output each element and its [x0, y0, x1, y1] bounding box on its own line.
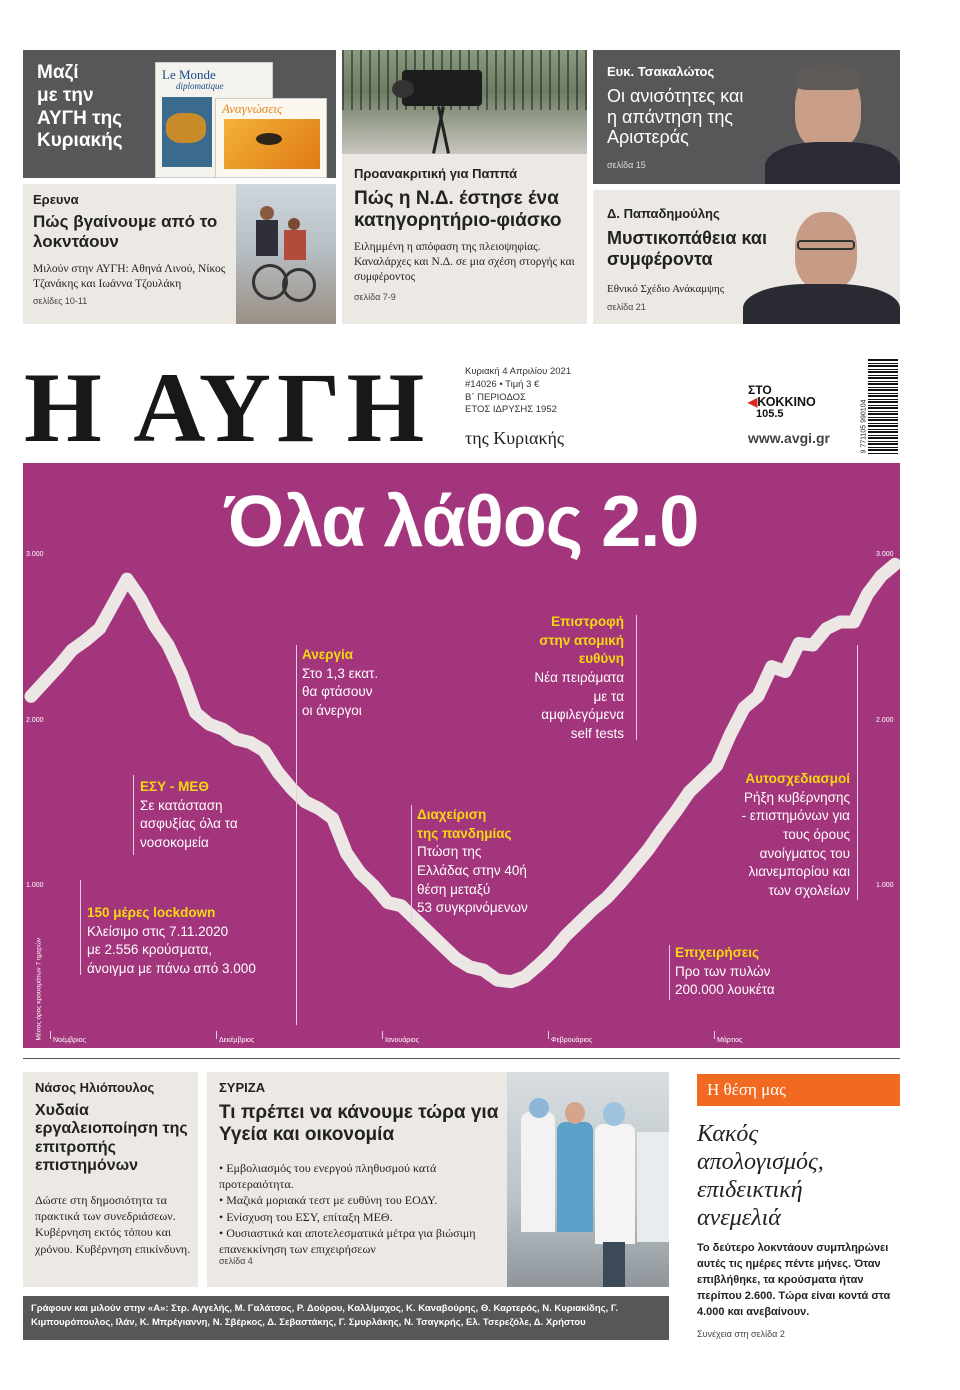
- annotation-body: θέση μεταξύ: [417, 881, 491, 897]
- y-tick-left-3000: 3.000: [26, 551, 44, 558]
- annotation-management: [417, 806, 528, 918]
- annotation-body: νοσοκομεία: [140, 834, 209, 850]
- y-tick-right-2000: 2.000: [876, 717, 894, 724]
- promo-box[interactable]: [23, 50, 336, 178]
- page-ref: σελίδες 10-11: [33, 296, 88, 306]
- annotation-body: ασφυξίας όλα τα: [140, 816, 238, 832]
- bullet-item: • Ενίσχυση του ΕΣΥ, επίταξη ΜΕΘ.: [219, 1209, 393, 1224]
- annotation-title: Διαχείριση: [417, 807, 487, 822]
- y-tick-left-2000: 2.000: [26, 717, 44, 724]
- annotation-leader-line: [80, 880, 81, 975]
- annotation-body: - επιστημόνων για: [741, 808, 850, 824]
- y-tick-right-1000: 1.000: [876, 882, 894, 889]
- issue-number: #14026 • Τιμή 3 €: [465, 378, 540, 390]
- x-tick-mark: [50, 1031, 51, 1039]
- annotation-leader-line: [296, 645, 297, 1025]
- x-tick-mark: [714, 1031, 715, 1039]
- opinion-headline[interactable]: Κακός απολογισμός, επιδεικτική ανεμελιά: [697, 1121, 824, 1232]
- page-ref: σελίδα 7-9: [354, 292, 396, 302]
- promo-line: Κυριακής: [37, 130, 123, 152]
- annotation-responsibility: [500, 613, 624, 743]
- founding-year: ΕΤΟΣ ΙΔΡΥΣΗΣ 1952: [465, 404, 557, 416]
- x-tick-mark: [382, 1031, 383, 1039]
- y-tick-left-1000: 1.000: [26, 882, 44, 889]
- tsakalotos-portrait: [765, 56, 900, 184]
- tsakalotos-story[interactable]: [593, 50, 900, 184]
- annotation-businesses: [675, 944, 775, 1000]
- story-body: Εθνικό Σχέδιο Ανάκαμψης: [607, 283, 725, 295]
- barcode-number: 9 771105 990104: [860, 399, 868, 454]
- annotation-body: αμφιλεγόμενα: [541, 707, 624, 723]
- masthead-info: [465, 366, 571, 417]
- story-body: Δώστε στη δημοσιότητα τα πρακτικά των συνεδριάσεων. Κυβέρνηση εκτός τόπου και χρόνου. Κυβέρνηση επικίνδυνη.: [35, 1193, 191, 1256]
- magazine-subtitle: diplomatique: [176, 81, 224, 91]
- x-tick-label: Δεκέμβριος: [219, 1037, 255, 1044]
- annotation-leader-line: [411, 805, 412, 925]
- annotation-body: Ελλάδας στην 40ή: [417, 862, 527, 878]
- story-headline: Χυδαία εργαλειοποίηση της επιτροπής επιστημόνων: [35, 1102, 188, 1175]
- radio-logo: [748, 384, 816, 420]
- issue-period: Β΄ ΠΕΡΙΟΔΟΣ: [465, 391, 526, 403]
- bullet-item: • Ουσιαστικά και αποτελεσματικά μέτρα για βιώσιμη επανεκκίνηση των επιχειρήσεων: [219, 1225, 476, 1256]
- annotation-body: οι άνεργοι: [302, 702, 362, 718]
- x-tick-mark: [216, 1031, 217, 1039]
- story-headline: Οι ανισότητες και η απάντηση της Αριστεράς: [607, 86, 744, 148]
- opinion-label-text: Η θέση μας: [707, 1080, 786, 1099]
- story-kicker: ΣΥΡΙΖΑ: [219, 1080, 266, 1095]
- annotation-title: στην ατομική: [539, 632, 624, 648]
- story-kicker: Ευκ. Τσακαλώτος: [607, 64, 715, 79]
- annotation-body: Ρήξη κυβέρνησης: [743, 789, 850, 805]
- story-headline: Τι πρέπει να κάνουμε τώρα για Υγεία και οικονομία: [219, 1102, 499, 1145]
- y-axis-label: Μέσος όρος κρουσμάτων 7 ημερών: [35, 937, 43, 1041]
- page-ref: σελίδα 4: [219, 1256, 253, 1266]
- annotation-leader-line: [636, 615, 637, 740]
- annotation-body: Πτώση της: [417, 844, 482, 860]
- annotation-unemployment: [302, 646, 378, 721]
- promo-line: Μαζί: [37, 62, 79, 83]
- masthead-title: Η ΑΥΓΗ: [24, 352, 431, 463]
- annotation-leader-line: [857, 645, 858, 900]
- camera-photo: [342, 50, 587, 154]
- annotation-body: άνοιγμα με πάνω από 3.000: [87, 960, 256, 976]
- annotation-esy: [140, 778, 238, 853]
- annotation-title: Επιστροφή: [551, 614, 624, 629]
- x-tick-label: Μάρτιος: [717, 1037, 743, 1044]
- annotation-title: ευθύνη: [578, 651, 624, 667]
- annotation-body: λιανεμπορίου και: [748, 864, 850, 880]
- story-kicker: Προανακριτική για Παππά: [354, 166, 518, 181]
- section-divider: [23, 1058, 900, 1059]
- annotation-title: της πανδημίας: [417, 825, 512, 841]
- radio-line2: ΚΟΚΚΙΝΟ: [757, 395, 816, 409]
- bullet-item: • Μαζικά μοριακά τεστ με ευθύνη του ΕΟΔΥ.: [219, 1193, 438, 1208]
- story-headline: Μυστικοπάθεια και συμφέροντα: [607, 228, 767, 269]
- story-body: Ειλημμένη η απόφαση της πλειοψηφίας. Καναλάρχες και Ν.Δ. σε μια σχέση στοργής και συμφέροντος: [354, 241, 575, 283]
- story-headline: Πώς η Ν.Δ. έστησε ένα κατηγορητήριο-φιάσκο: [354, 188, 562, 231]
- annotation-body: self tests: [570, 725, 624, 741]
- annotation-body: Νέα πειράματα: [534, 669, 624, 685]
- annotation-body: τους όρους: [783, 826, 850, 842]
- promo-line: ΑΥΓΗ της: [37, 107, 123, 129]
- annotation-title: 150 μέρες lockdown: [87, 905, 216, 920]
- cyclists-photo: [236, 184, 336, 324]
- x-tick-label: Νοέμβριος: [53, 1037, 86, 1044]
- annotation-body: Στο 1,3 εκατ.: [302, 665, 379, 681]
- magazine-title: Αναγνώσεις: [222, 101, 283, 116]
- annotation-body: Σε κατάσταση: [140, 797, 223, 813]
- promo-text: [37, 62, 147, 153]
- x-tick-label: Ιανουάριος: [385, 1037, 420, 1044]
- contributors-bar: [23, 1296, 669, 1340]
- magazine-title: Le Monde: [162, 67, 216, 82]
- annotation-lockdown: [87, 904, 256, 979]
- contributors-text: Γράφουν και μιλούν στην «Α»: Στρ. Αγγελής, Μ. Γαλάτσος, Ρ. Δούρου, Καλλίμαχος, Κ. Καναβούρης, Θ. Καρτερός, Ν. Κυριακίδης, Γ. Κιμπουρόπουλος, Ιλάν, Κ. Μπρέγιαννη, Ν. Σβέρκος, Δ. Σεβαστάκης, Γ. Σμυρλάκης, Ν. Τσαγκρής, Ελ. Τσερεζόλε, Δ. Χρήστου: [31, 1303, 619, 1329]
- annotation-body: 200.000 λουκέτα: [675, 982, 775, 998]
- iliopoulos-story[interactable]: [23, 1072, 198, 1287]
- annotation-title: Αυτοσχεδιασμοί: [745, 771, 850, 786]
- barcode: [868, 358, 898, 454]
- opinion-label: [697, 1074, 900, 1106]
- annotation-leader-line: [669, 945, 670, 1000]
- radio-frequency: 105.5: [756, 407, 784, 420]
- radio-line1: ΣΤΟ: [748, 383, 772, 397]
- research-story[interactable]: [23, 184, 236, 324]
- syriza-story[interactable]: [207, 1072, 507, 1287]
- y-tick-right-3000: 3.000: [876, 551, 894, 558]
- annotation-title: Επιχειρήσεις: [675, 945, 760, 960]
- papadimoulis-story[interactable]: [593, 190, 900, 324]
- annotation-body: με 2.556 κρούσματα,: [87, 942, 213, 958]
- story-bullets: [219, 1160, 504, 1257]
- story-kicker: Ερευνα: [33, 192, 79, 207]
- annotation-title: ΕΣΥ - ΜΕΘ: [140, 779, 209, 794]
- feature-headline: Όλα λάθος 2.0: [224, 482, 699, 562]
- x-tick-label: Φεβρουάριος: [551, 1037, 593, 1044]
- annotation-body: Προ των πυλών: [675, 963, 771, 979]
- annotation-body: 53 συγκρινόμενων: [417, 900, 528, 916]
- page-ref: σελίδα 21: [607, 302, 646, 312]
- story-headline: Πώς βγαίνουμε από το λοκντάουν: [33, 212, 218, 251]
- opinion-continue[interactable]: Συνέχεια στη σελίδα 2: [697, 1329, 785, 1339]
- promo-line: με την: [37, 84, 94, 106]
- page-ref: σελίδα 15: [607, 160, 646, 170]
- annotation-body: θα φτάσουν: [302, 684, 373, 700]
- story-body: Μιλούν στην ΑΥΓΗ: Αθηνά Λινού, Νίκος Τζανάκης και Ιωάννα Τζουλάκη: [33, 263, 226, 290]
- camera-story[interactable]: [342, 154, 587, 324]
- issue-date: Κυριακή 4 Απριλίου 2021: [465, 366, 572, 377]
- story-kicker: Δ. Παπαδημούλης: [607, 206, 720, 221]
- annotation-title: Ανεργία: [302, 647, 354, 662]
- opinion-body: Το δεύτερο λοκντάουν συμπληρώνει αυτές τις ημέρες πέντε μήνες. Όταν επιβλήθηκε, τα κρούσματα ήταν περίπου 2.600. Τώρα είναι κοντά στα 4.000 και ανεβαίνουν.: [697, 1242, 891, 1318]
- radio-arrow-icon: ◀: [748, 395, 758, 410]
- papadimoulis-portrait: [743, 196, 900, 324]
- story-kicker: Νάσος Ηλιόπουλος: [35, 1080, 155, 1095]
- annotation-body: με τα: [593, 688, 624, 704]
- annotation-leader-line: [133, 775, 134, 855]
- x-tick-mark: [548, 1031, 549, 1039]
- medical-staff-photo: [507, 1072, 669, 1287]
- bullet-item: • Εμβολιασμός του ενεργού πληθυσμού κατά προτεραιότητα.: [219, 1161, 437, 1192]
- annotation-body: ανοίγματος του: [759, 845, 850, 861]
- annotation-improvisation: [718, 770, 850, 900]
- magazine-cover-anagnoseis: [215, 98, 327, 178]
- annotation-body: Κλείσιμο στις 7.11.2020: [87, 923, 229, 939]
- masthead-subtitle: της Κυριακής: [465, 428, 565, 448]
- annotation-body: των σχολείων: [768, 882, 850, 898]
- website-link[interactable]: www.avgi.gr: [748, 430, 830, 446]
